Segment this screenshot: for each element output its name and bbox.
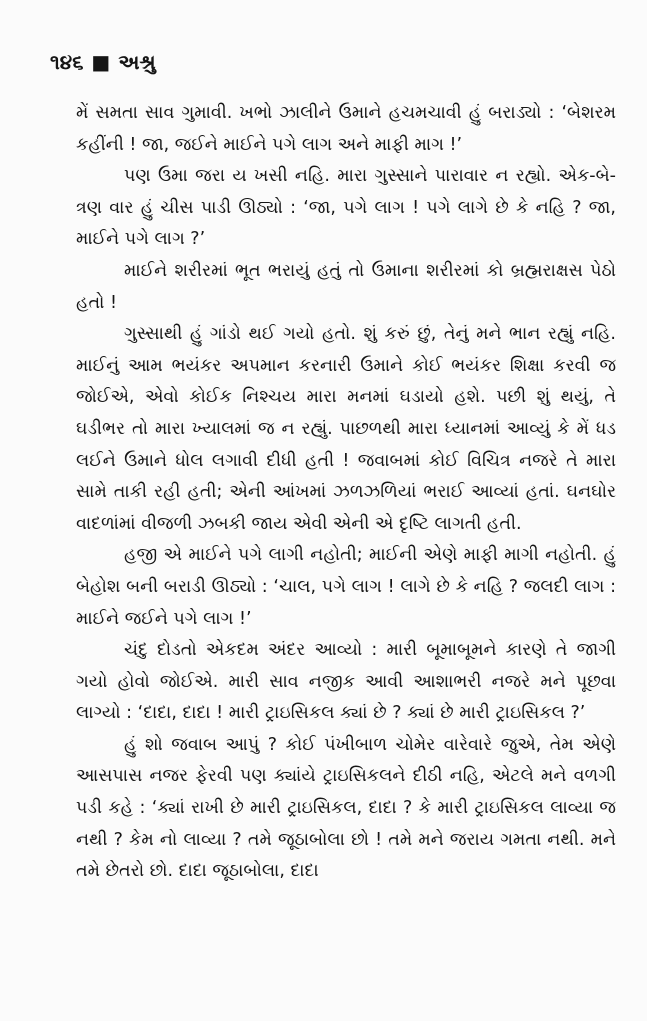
paragraph: હજી એ માઈને પગે લાગી નહોતી; માઈની એણે માફી માગી નહોતી. હું બેહોશ બની બરાડી ઊઠ્યો : ‘ચાલ, પગે લાગ ! લાગે છે કે નહિ ? જલદી લાગ : માઈને જઈને પગે લાગ !’ [76,545,616,629]
paragraph: ચંદુ દોડતો એકદમ અંદર આવ્યો : મારી બૂમાબૂમને કારણે તે જાગી ગયો હોવો જોઈએ. મારી સાવ નજીક આવી આશાભરી નજરે મને પૂછવા લાગ્યો : ‘દાદા, દાદા ! મારી ટ્રાઇસિકલ ક્યાં છે ? ક્યાં છે મારી ટ્રાઇસિકલ ?’ [76,640,616,724]
book-title: અશ્રુ [118,50,156,74]
paragraph: પણ ઉમા જરા ય ખસી નહિ. મારા ગુસ્સાને પારાવાર ન રહ્યો. એક-બે-ત્રણ વાર હું ચીસ પાડી ઊઠ્યો : ‘જા, પગે લાગ ! પગે લાગે છે કે નહિ ? જા, માઈને પગે લાગ ?’ [76,166,616,250]
page-header [50,48,156,76]
paragraph: ગુસ્સાથી હું ગાંડો થઈ ગયો હતો. શું કરું છું, તેનું મને ભાન રહ્યું નહિ. માઈનું આમ ભયંકર અપમાન કરનારી ઉમાને કોઈ ભયંકર શિક્ષા કરવી જ જોઈએ, એવો કોઈક નિશ્ચય મારા મનમાં ઘડાયો હશે. પછી શું થયું, તે ઘડીભર તો મારા ખ્યાલમાં જ ન રહ્યું. પાછળથી મારા ધ્યાનમાં આવ્યું કે મેં ધડ લઈને ઉમાને ધોલ લગાવી દીધી હતી ! જવાબમાં કોઈ વિચિત્ર નજરે તે મારા સામે તાકી રહી હતી; એની આંખમાં ઝળઝળિયાં ભરાઈ આવ્યાં હતાં. ઘનઘોર વાદળાંમાં વીજળી ઝબકી જાય એવી એની એ દૃષ્ટિ લાગતી હતી. [76,324,616,534]
paragraph: માઈને શરીરમાં ભૂત ભરાયું હતું તો ઉમાના શરીરમાં કો બ્રહ્મરાક્ષસ પેઠો હતો ! [76,260,616,313]
header-separator-bullet: ■ [91,50,111,74]
body-text [76,98,616,888]
paragraph: મેં સમતા સાવ ગુમાવી. ખભો ઝાલીને ઉમાને હચમચાવી હું બરાડ્યો : ‘બેશરમ કહીંની ! જા, જઈને માઈને પગે લાગ અને માફી માગ !’ [76,103,616,155]
page-number: ૧૪૬ [50,50,84,74]
paragraph: હું શો જવાબ આપું ? કોઈ પંખીબાળ ચોમેર વારેવારે જુએ, તેમ એણે આસપાસ નજર ફેરવી પણ ક્યાંયે ટ્રાઇસિકલને દીઠી નહિ, એટલે મને વળગી પડી કહે : ‘ક્યાં રાખી છે મારી ટ્રાઇસિકલ, દાદા ? કે મારી ટ્રાઇસિકલ લાવ્યા જ નથી ? કેમ નો લાવ્યા ? તમે જૂઠાબોલા છો ! તમે મને જરાય ગમતા નથી. મને તમે છેતરો છો. દાદા જૂઠાબોલા, દાદા [76,734,616,882]
